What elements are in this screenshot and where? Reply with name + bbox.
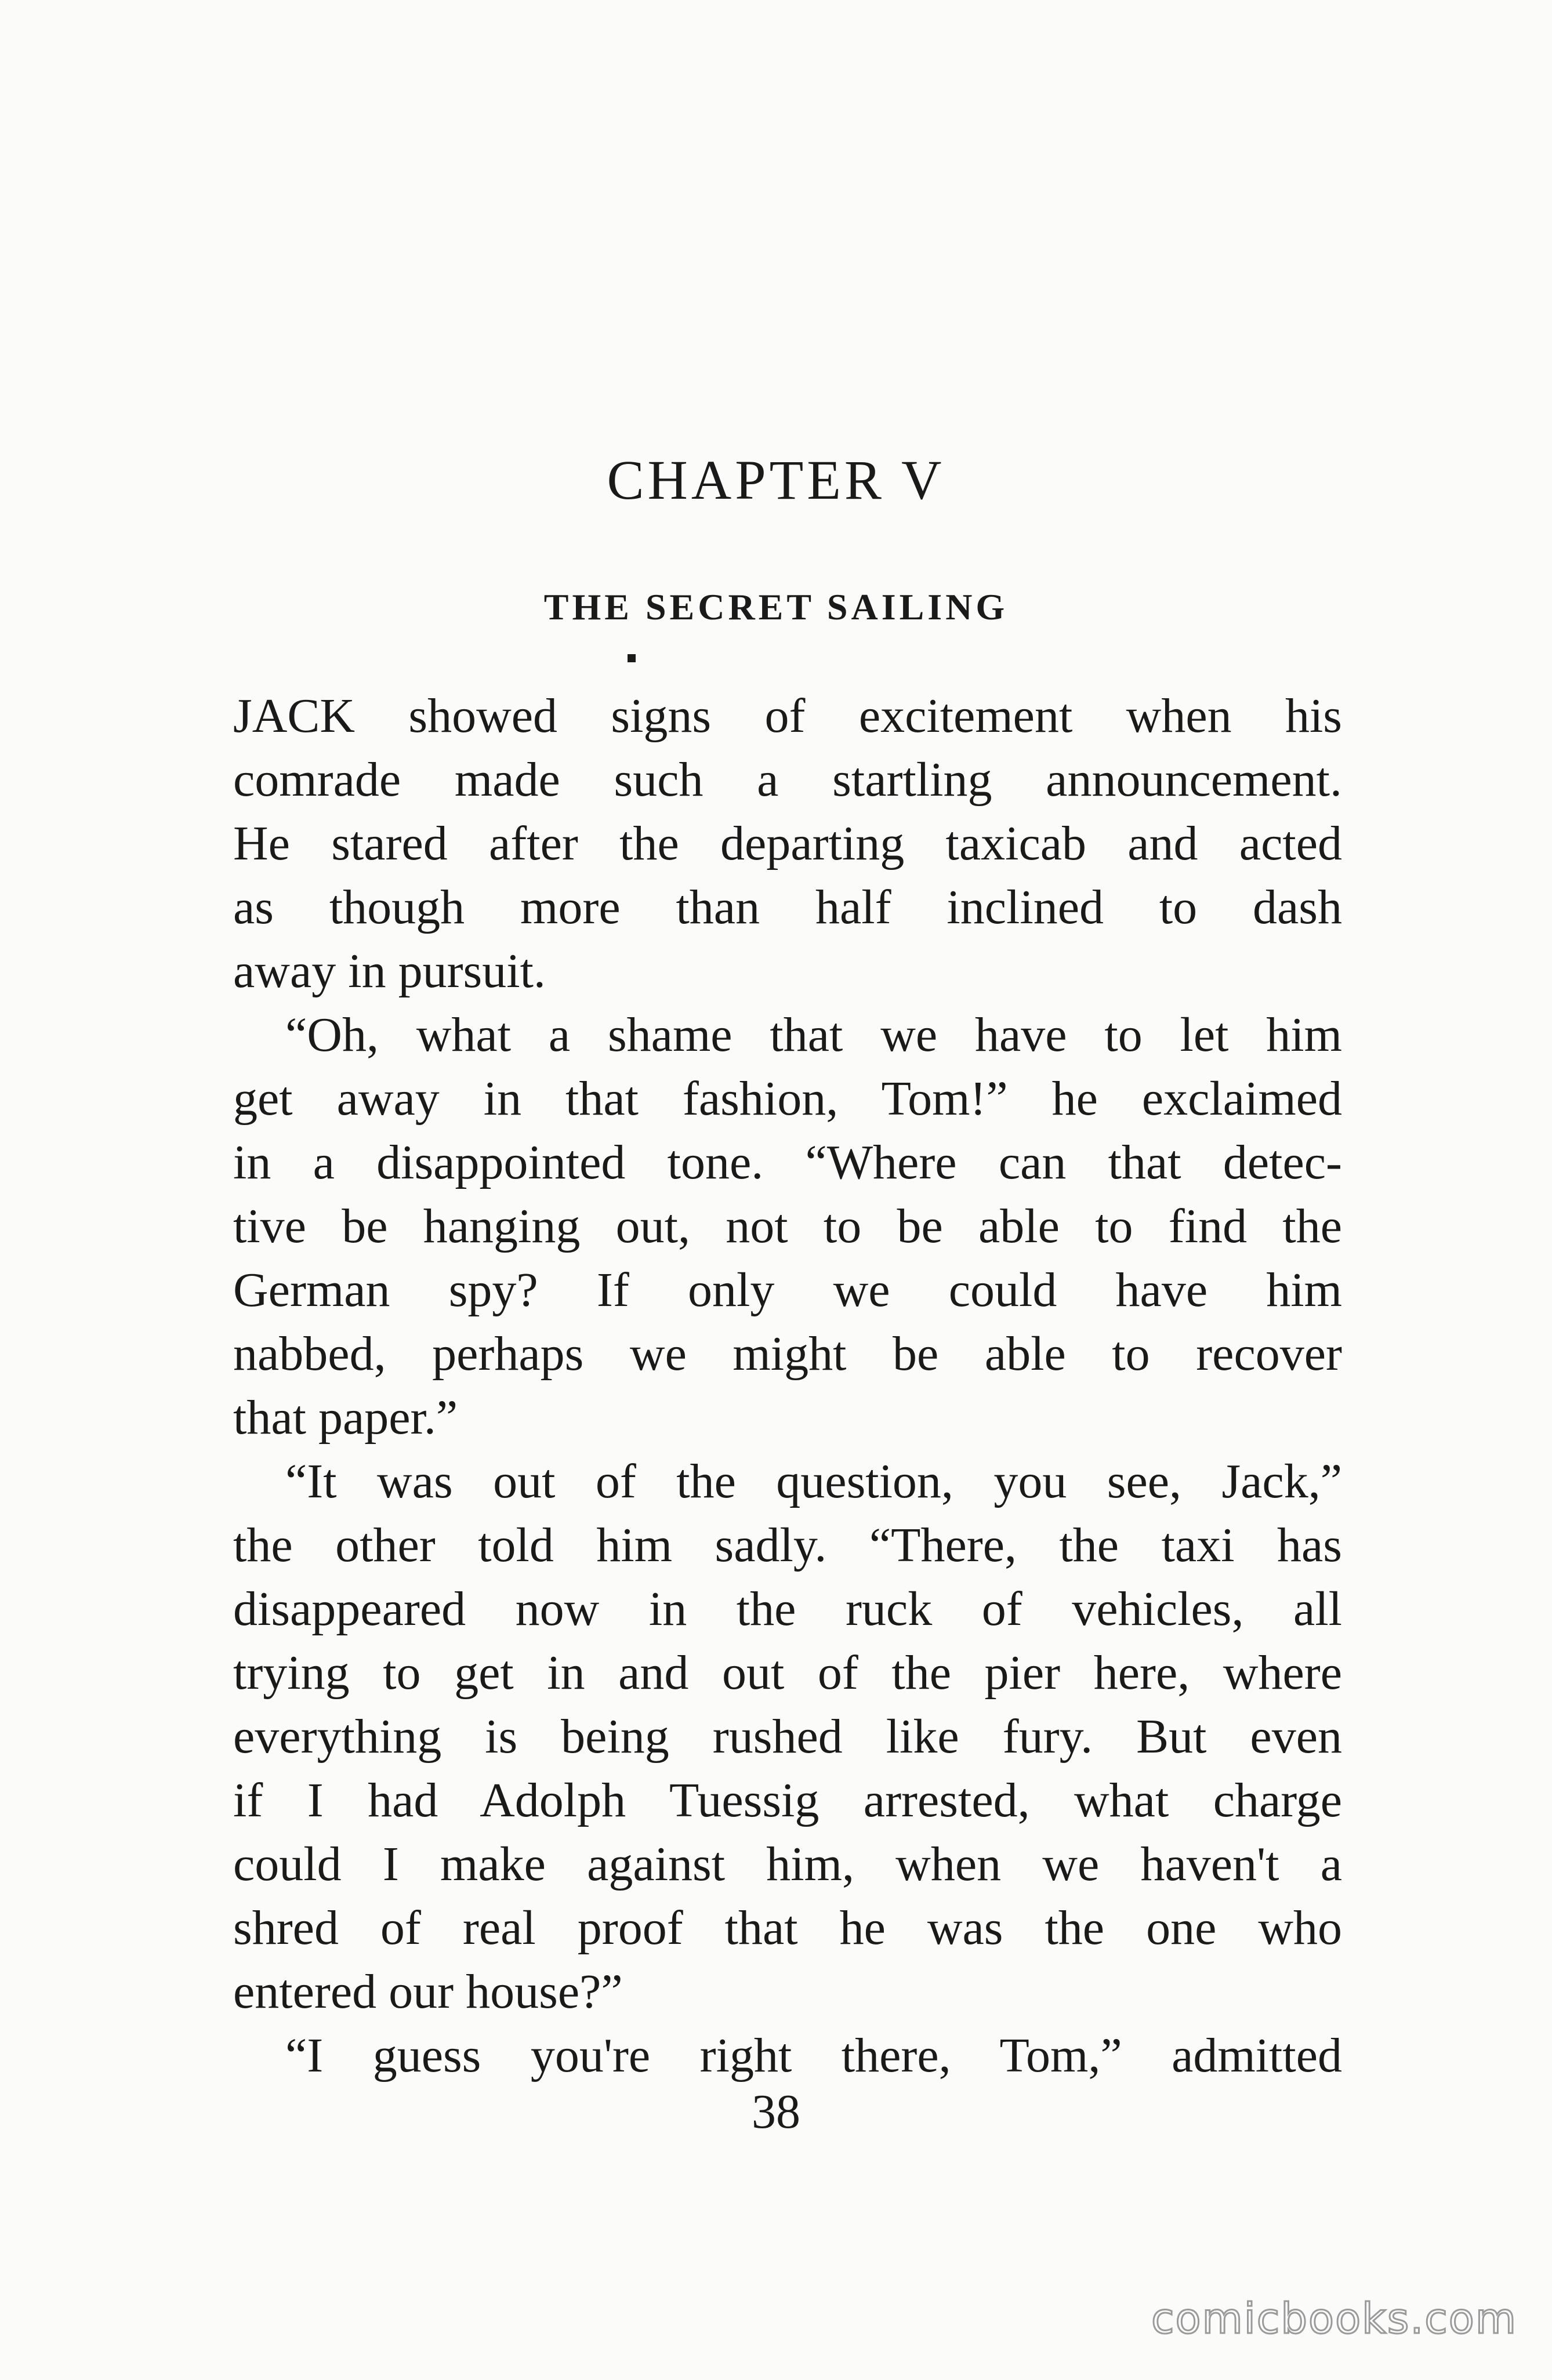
text-line: nabbed, perhaps we might be able to recover <box>233 1327 1342 1381</box>
body-text <box>233 684 1342 2088</box>
text-line: disappeared now in the ruck of vehicles, all <box>233 1582 1342 1636</box>
text-line: as though more than half inclined to dash <box>233 880 1342 934</box>
text-line: could I make against him, when we haven't a <box>233 1837 1342 1891</box>
text-line: the other told him sadly. “There, the taxi has <box>233 1518 1342 1572</box>
text-line: in a disappointed tone. “Where can that detec- <box>233 1135 1342 1189</box>
text-line: German spy? If only we could have him <box>233 1263 1342 1317</box>
text-line: comrade made such a startling announcement. <box>233 753 1342 807</box>
text-line: get away in that fashion, Tom!” he exclaimed <box>233 1072 1342 1126</box>
text-line: everything is being rushed like fury. But even <box>233 1710 1342 1764</box>
chapter-subtitle: THE SECRET SAILING <box>543 586 1009 627</box>
text-line: “It was out of the question, you see, Jack,” <box>285 1454 1342 1508</box>
chapter-title: CHAPTER V <box>607 449 945 511</box>
text-line: that paper.” <box>233 1391 458 1445</box>
watermark: comicbooks.com <box>1151 2294 1517 2343</box>
ornament-dot <box>628 654 636 662</box>
text-line: “Oh, what a shame that we have to let him <box>285 1008 1342 1062</box>
text-line: tive be hanging out, not to be able to find the <box>233 1199 1342 1253</box>
text-line: entered our house?” <box>233 1965 623 2019</box>
page-number: 38 <box>752 2085 800 2139</box>
text-line: JACK showed signs of excitement when his <box>233 689 1342 743</box>
text-line: away in pursuit. <box>233 944 546 998</box>
text-line: He stared after the departing taxicab and acted <box>233 817 1342 870</box>
text-line: if I had Adolph Tuessig arrested, what charge <box>233 1773 1342 1827</box>
text-line: shred of real proof that he was the one who <box>233 1901 1342 1955</box>
text-line: “I guess you're right there, Tom,” admitted <box>285 2029 1342 2082</box>
text-line: trying to get in and out of the pier here, where <box>233 1646 1342 1700</box>
